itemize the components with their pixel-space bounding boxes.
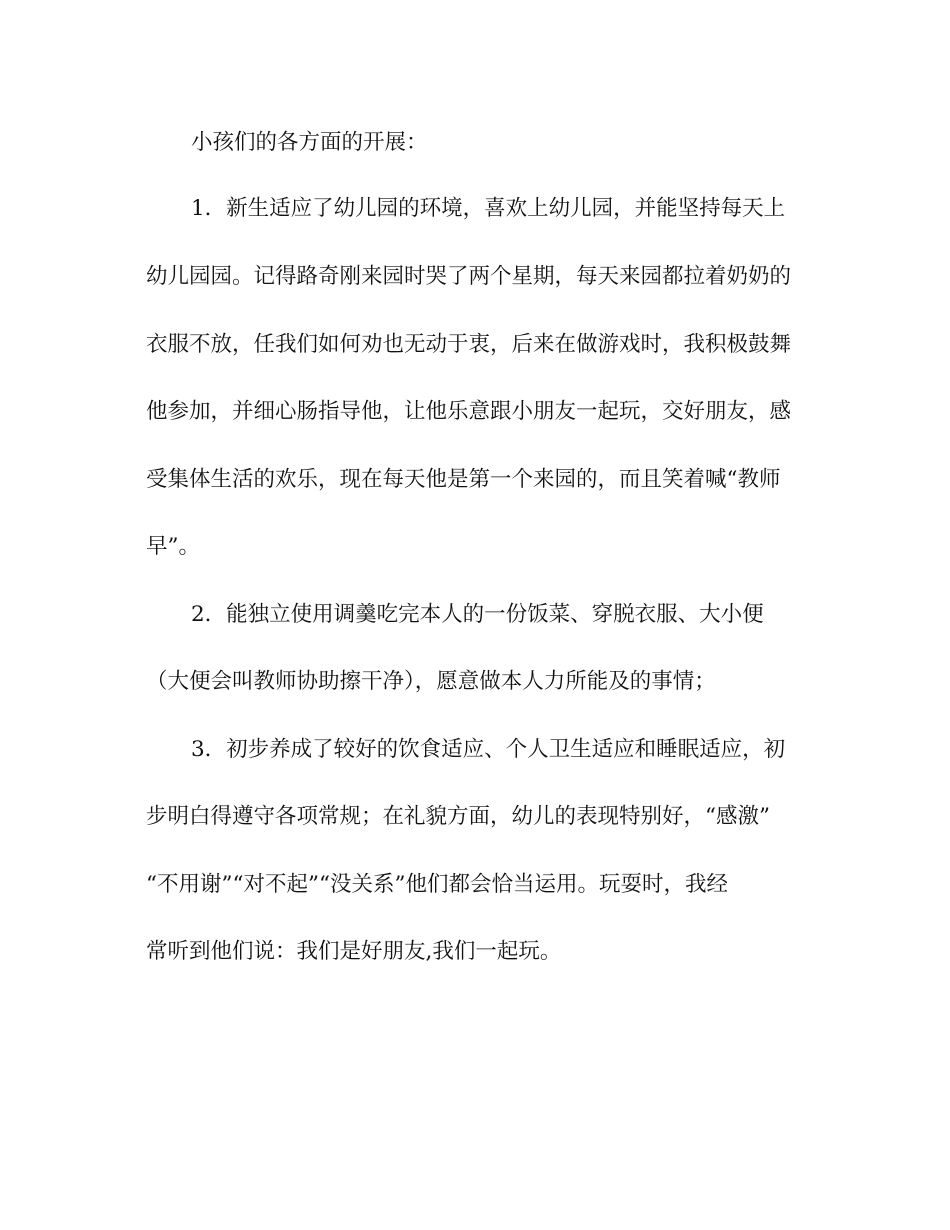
- paragraph-1-line-6: 早”。: [146, 534, 200, 559]
- paragraph-2-line-1: 2．能独立使用调羹吃完本人的一份饭菜、穿脱衣服、大小便: [191, 602, 764, 627]
- paragraph-3-line-4: 常听到他们说：我们是好朋友,我们一起玩。: [146, 939, 562, 964]
- paragraph-1-line-4: 他参加，并细心肠指导他，让他乐意跟小朋友一起玩，交好朋友，感: [146, 399, 792, 424]
- section-heading: 小孩们的各方面的开展：: [191, 130, 428, 155]
- paragraph-3-line-2: 步明白得遵守各项常规；在礼貌方面，幼儿的表现特别好，“感激”: [146, 804, 770, 829]
- paragraph-1-line-1: 1．新生适应了幼儿园的环境，喜欢上幼儿园，并能坚持每天上: [191, 196, 786, 221]
- paragraph-3-line-3: “不用谢”“对不起”“没关系”他们都会恰当运用。玩耍时，我经: [146, 872, 728, 897]
- paragraph-1-line-2: 幼儿园园。记得路奇刚来园时哭了两个星期，每天来园都拉着奶奶的: [146, 264, 792, 289]
- paragraph-1-line-5: 受集体生活的欢乐，现在每天他是第一个来园的，而且笑着喊“教师: [146, 467, 781, 492]
- paragraph-1-line-3: 衣服不放，任我们如何劝也无动于衷，后来在做游戏时，我积极鼓舞: [146, 332, 792, 357]
- paragraph-2-line-2: （大便会叫教师协助擦干净），愿意做本人力所能及的事情；: [146, 669, 716, 694]
- paragraph-3-line-1: 3．初步养成了较好的饮食适应、个人卫生适应和睡眠适应，初: [191, 737, 786, 762]
